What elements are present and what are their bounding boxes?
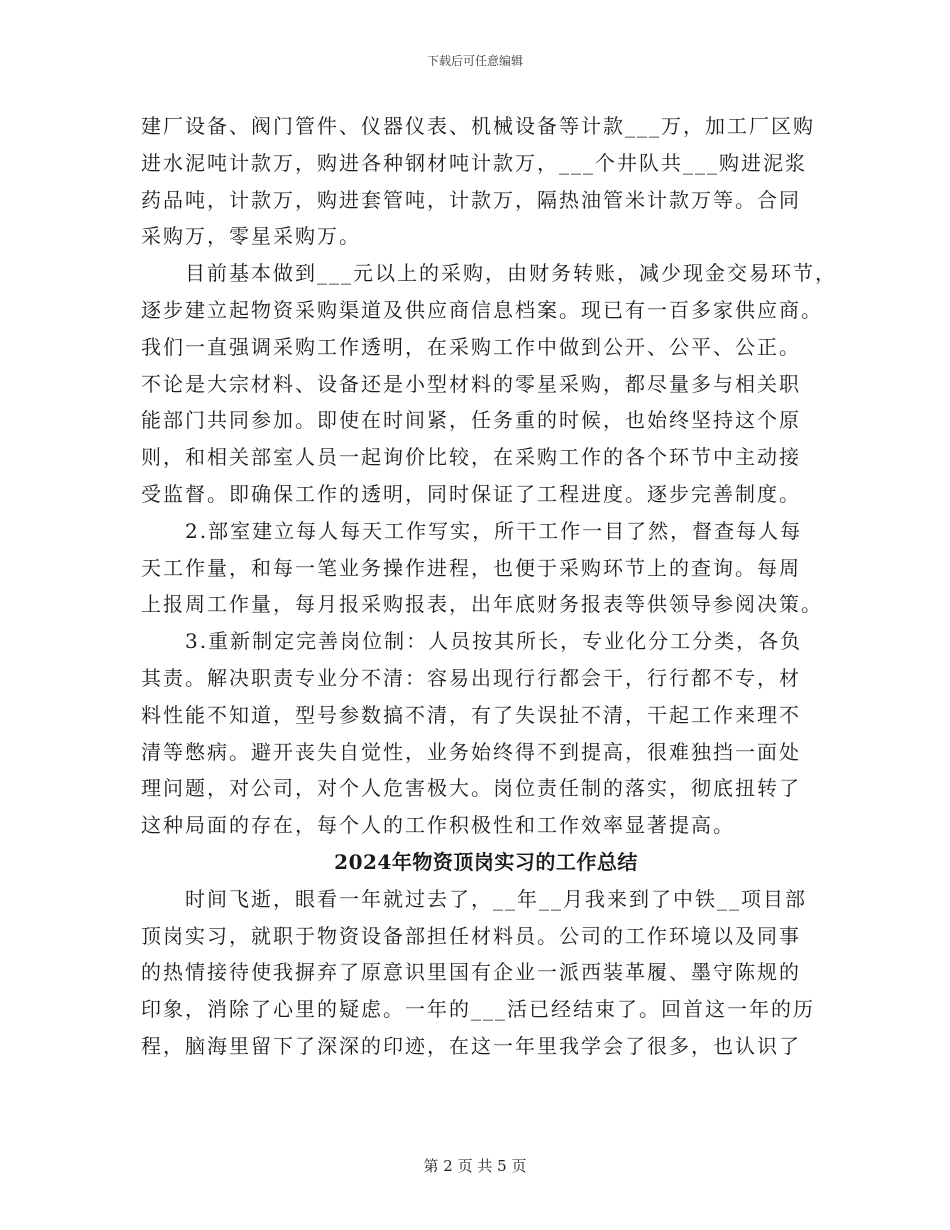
document-body — [141, 108, 837, 1065]
body-line: 目前基本做到___元以上的采购，由财务转账，减少现金交易环节， — [141, 261, 837, 286]
body-line: 进水泥吨计款万，购进各种钢材吨计款万，___个井队共___购进泥浆 — [141, 150, 807, 175]
body-line: 受监督。即确保工作的透明，同时保证了工程进度。逐步完善制度。 — [141, 481, 801, 506]
section-title: 2024年物资顶岗实习的工作总结 — [334, 849, 638, 874]
body-line: 清等憋病。避开丧失自觉性，业务始终得不到提高，很难独挡一面处 — [141, 739, 801, 764]
body-line: 不论是大宗材料、设备还是小型材料的零星采购，都尽量多与相关职 — [141, 371, 801, 396]
body-line: 程，脑海里留下了深深的印迹，在这一年里我学会了很多，也认识了 — [141, 1033, 801, 1058]
body-line: 其责。解决职责专业分不清：容易出现行行都会干，行行都不专，材 — [141, 665, 801, 690]
body-line: 能部门共同参加。即使在时间紧，任务重的时候，也始终坚持这个原 — [141, 408, 801, 433]
body-line: 上报周工作量，每月报采购报表，出年底财务报表等供领导参阅决策。 — [141, 592, 823, 617]
body-line: 3.重新制定完善岗位制：人员按其所长，专业化分工分类，各负 — [141, 629, 803, 654]
page-footer: 第 2 页 共 5 页 — [423, 1157, 527, 1175]
body-line: 的热情接待使我摒弃了原意识里国有企业一派西装革履、墨守陈规的 — [141, 960, 801, 985]
body-line: 这种局面的存在，每个人的工作积极性和工作效率显著提高。 — [141, 813, 735, 838]
body-line: 顶岗实习，就职于物资设备部担任材料员。公司的工作环境以及同事 — [141, 923, 801, 948]
body-line: 印象，消除了心里的疑虑。一年的___活已经结束了。回首这一年的历 — [141, 997, 815, 1022]
body-line: 逐步建立起物资采购渠道及供应商信息档案。现已有一百多家供应商。 — [141, 297, 823, 322]
body-line: 采购万，零星采购万。 — [141, 224, 361, 249]
body-line: 时间飞逝，眼看一年就过去了，__年__月我来到了中铁__项目部 — [141, 886, 807, 911]
body-line: 料性能不知道，型号参数搞不清，有了失误扯不清，干起工作来理不 — [141, 702, 801, 727]
body-line: 我们一直强调采购工作透明，在采购工作中做到公开、公平、公正。 — [141, 334, 801, 359]
page-header: 下载后可任意编辑 — [426, 54, 523, 68]
body-line: 建厂设备、阀门管件、仪器仪表、机械设备等计款___万，加工厂区购 — [141, 114, 815, 138]
body-line: 则，和相关部室人员一起询价比较，在采购工作的各个环节中主动接 — [141, 445, 801, 470]
body-line: 2.部室建立每人每天工作写实，所干工作一目了然，督查每人每 — [141, 518, 803, 543]
body-line: 天工作量，和每一笔业务操作进程，也便于采购环节上的查询。每周 — [141, 555, 801, 580]
body-line: 药品吨，计款万，购进套管吨，计款万，隔热油管米计款万等。合同 — [141, 187, 801, 212]
body-line: 理问题，对公司，对个人危害极大。岗位责任制的落实，彻底扭转了 — [141, 776, 801, 801]
